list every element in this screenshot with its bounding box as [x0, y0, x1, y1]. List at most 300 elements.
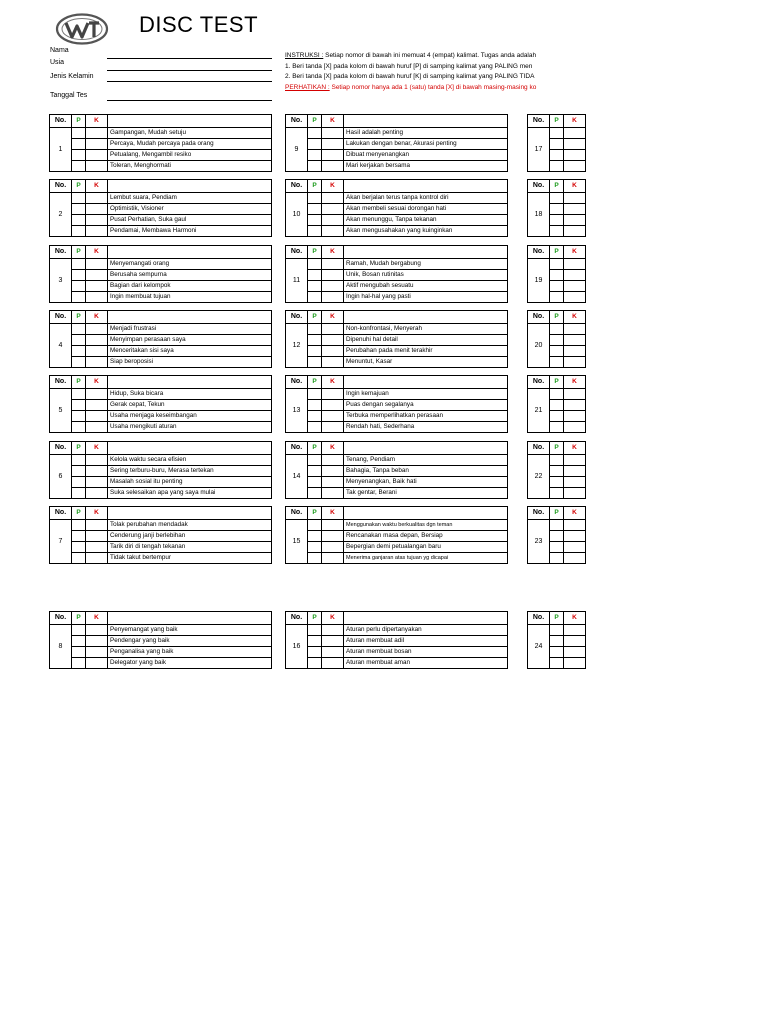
p-header: P — [72, 507, 86, 520]
k-checkbox[interactable] — [564, 128, 586, 139]
k-checkbox[interactable] — [86, 455, 108, 466]
no-header: No. — [50, 507, 72, 520]
statement-text: Pusat Perhatian, Suka gaul — [108, 215, 272, 226]
statement-row — [50, 466, 272, 477]
question-block — [527, 375, 586, 441]
p-checkbox[interactable] — [72, 389, 86, 400]
p-checkbox[interactable] — [72, 400, 86, 411]
statement-row — [286, 422, 508, 433]
statement-text — [586, 477, 587, 488]
k-checkbox[interactable] — [86, 466, 108, 477]
k-checkbox[interactable] — [86, 542, 108, 553]
p-checkbox[interactable] — [72, 128, 86, 139]
p-checkbox[interactable] — [72, 488, 86, 499]
statement-text — [586, 292, 587, 303]
p-checkbox[interactable] — [550, 215, 564, 226]
p-checkbox[interactable] — [308, 466, 322, 477]
k-checkbox[interactable] — [322, 389, 344, 400]
question-block — [527, 611, 586, 677]
k-checkbox[interactable] — [86, 346, 108, 357]
statement-row — [50, 658, 272, 669]
k-checkbox[interactable] — [564, 422, 586, 433]
statement-row — [528, 193, 587, 204]
k-checkbox[interactable] — [564, 658, 586, 669]
k-checkbox[interactable] — [86, 647, 108, 658]
k-checkbox[interactable] — [564, 466, 586, 477]
p-checkbox[interactable] — [550, 542, 564, 553]
k-checkbox[interactable] — [564, 150, 586, 161]
k-checkbox[interactable] — [564, 389, 586, 400]
k-checkbox[interactable] — [86, 636, 108, 647]
p-checkbox[interactable] — [308, 270, 322, 281]
question-number: 16 — [286, 625, 308, 669]
k-checkbox[interactable] — [322, 422, 344, 433]
k-checkbox[interactable] — [564, 625, 586, 636]
p-checkbox[interactable] — [550, 357, 564, 368]
k-checkbox[interactable] — [564, 259, 586, 270]
p-checkbox[interactable] — [550, 625, 564, 636]
statement-text — [586, 128, 587, 139]
p-checkbox[interactable] — [72, 281, 86, 292]
p-checkbox[interactable] — [550, 270, 564, 281]
p-checkbox[interactable] — [72, 466, 86, 477]
p-checkbox[interactable] — [72, 335, 86, 346]
p-header: P — [550, 507, 564, 520]
p-header: P — [308, 311, 322, 324]
p-checkbox[interactable] — [550, 488, 564, 499]
no-header: No. — [528, 115, 550, 128]
k-checkbox[interactable] — [86, 553, 108, 564]
k-checkbox[interactable] — [86, 658, 108, 669]
k-checkbox[interactable] — [564, 204, 586, 215]
p-checkbox[interactable] — [550, 292, 564, 303]
p-checkbox[interactable] — [308, 389, 322, 400]
p-checkbox[interactable] — [308, 215, 322, 226]
p-checkbox[interactable] — [308, 455, 322, 466]
k-checkbox[interactable] — [86, 259, 108, 270]
statement-text: Tolak perubahan mendadak — [108, 520, 272, 531]
statement-text — [586, 647, 587, 658]
p-checkbox[interactable] — [550, 226, 564, 237]
statement-row — [50, 281, 272, 292]
statement-row — [286, 346, 508, 357]
statement-header — [108, 442, 272, 455]
p-checkbox[interactable] — [72, 477, 86, 488]
k-checkbox[interactable] — [86, 204, 108, 215]
p-checkbox[interactable] — [72, 357, 86, 368]
p-checkbox[interactable] — [550, 128, 564, 139]
p-checkbox[interactable] — [308, 193, 322, 204]
statement-text: Aturan membuat bosan — [344, 647, 508, 658]
k-checkbox[interactable] — [86, 389, 108, 400]
statement-row — [286, 542, 508, 553]
p-checkbox[interactable] — [72, 292, 86, 303]
statement-text: Akan mengusahakan yang kuinginkan — [344, 226, 508, 237]
statement-text: Ingin kemajuan — [344, 389, 508, 400]
statement-text — [586, 226, 587, 237]
k-checkbox[interactable] — [564, 357, 586, 368]
tanggal-tes-field[interactable] — [107, 100, 272, 101]
p-checkbox[interactable] — [308, 531, 322, 542]
statement-header — [108, 311, 272, 324]
k-checkbox[interactable] — [564, 455, 586, 466]
no-header: No. — [50, 311, 72, 324]
statement-header — [108, 180, 272, 193]
p-checkbox[interactable] — [550, 553, 564, 564]
k-checkbox[interactable] — [86, 531, 108, 542]
k-header: K — [86, 180, 108, 193]
k-checkbox[interactable] — [322, 335, 344, 346]
question-block — [49, 179, 272, 245]
k-checkbox[interactable] — [86, 324, 108, 335]
statement-row — [50, 389, 272, 400]
p-checkbox[interactable] — [72, 226, 86, 237]
k-checkbox[interactable] — [564, 335, 586, 346]
k-checkbox[interactable] — [322, 139, 344, 150]
p-checkbox[interactable] — [550, 324, 564, 335]
p-header: P — [308, 246, 322, 259]
k-checkbox[interactable] — [322, 520, 344, 531]
usia-field[interactable] — [107, 70, 272, 71]
k-checkbox[interactable] — [564, 477, 586, 488]
p-checkbox[interactable] — [550, 150, 564, 161]
p-checkbox[interactable] — [72, 636, 86, 647]
p-checkbox[interactable] — [72, 193, 86, 204]
k-checkbox[interactable] — [564, 324, 586, 335]
p-checkbox[interactable] — [72, 658, 86, 669]
question-number: 9 — [286, 128, 308, 172]
p-checkbox[interactable] — [308, 357, 322, 368]
k-checkbox[interactable] — [322, 400, 344, 411]
k-checkbox[interactable] — [564, 292, 586, 303]
p-checkbox[interactable] — [550, 477, 564, 488]
k-checkbox[interactable] — [86, 215, 108, 226]
p-checkbox[interactable] — [550, 259, 564, 270]
statement-text: Tarik diri di tengah tekanan — [108, 542, 272, 553]
p-checkbox[interactable] — [72, 520, 86, 531]
p-checkbox[interactable] — [550, 400, 564, 411]
p-checkbox[interactable] — [72, 139, 86, 150]
p-checkbox[interactable] — [550, 658, 564, 669]
k-checkbox[interactable] — [322, 357, 344, 368]
statement-row — [286, 161, 508, 172]
statement-row — [50, 335, 272, 346]
p-checkbox[interactable] — [550, 335, 564, 346]
statement-row — [528, 625, 587, 636]
p-checkbox[interactable] — [308, 226, 322, 237]
p-checkbox[interactable] — [72, 455, 86, 466]
k-checkbox[interactable] — [86, 226, 108, 237]
k-checkbox[interactable] — [322, 466, 344, 477]
k-checkbox[interactable] — [322, 259, 344, 270]
p-checkbox[interactable] — [550, 193, 564, 204]
k-checkbox[interactable] — [86, 520, 108, 531]
p-checkbox[interactable] — [550, 455, 564, 466]
statement-text: Lembut suara, Pendiam — [108, 193, 272, 204]
k-checkbox[interactable] — [322, 292, 344, 303]
statement-text — [586, 455, 587, 466]
statement-row — [286, 658, 508, 669]
p-header: P — [550, 311, 564, 324]
p-checkbox[interactable] — [308, 335, 322, 346]
p-checkbox[interactable] — [72, 531, 86, 542]
k-header: K — [322, 612, 344, 625]
k-checkbox[interactable] — [86, 422, 108, 433]
k-checkbox[interactable] — [564, 520, 586, 531]
p-checkbox[interactable] — [550, 346, 564, 357]
k-checkbox[interactable] — [86, 357, 108, 368]
k-checkbox[interactable] — [322, 625, 344, 636]
k-checkbox[interactable] — [86, 625, 108, 636]
p-checkbox[interactable] — [72, 324, 86, 335]
statement-row — [286, 647, 508, 658]
no-header: No. — [528, 246, 550, 259]
statement-row — [286, 193, 508, 204]
block-header-row — [50, 612, 272, 625]
question-number: 6 — [50, 455, 72, 499]
k-checkbox[interactable] — [86, 411, 108, 422]
k-checkbox[interactable] — [564, 531, 586, 542]
p-checkbox[interactable] — [308, 259, 322, 270]
p-checkbox[interactable] — [72, 161, 86, 172]
question-block — [527, 310, 586, 376]
nama-field[interactable] — [107, 58, 272, 59]
statement-header — [586, 612, 587, 625]
p-checkbox[interactable] — [72, 259, 86, 270]
k-checkbox[interactable] — [86, 193, 108, 204]
k-checkbox[interactable] — [322, 161, 344, 172]
block-header-row — [286, 376, 508, 389]
k-checkbox[interactable] — [564, 553, 586, 564]
k-checkbox[interactable] — [86, 400, 108, 411]
p-checkbox[interactable] — [72, 647, 86, 658]
k-checkbox[interactable] — [322, 226, 344, 237]
p-checkbox[interactable] — [308, 400, 322, 411]
statement-row — [286, 292, 508, 303]
p-checkbox[interactable] — [72, 553, 86, 564]
question-block — [285, 114, 508, 180]
p-checkbox[interactable] — [308, 477, 322, 488]
k-checkbox[interactable] — [322, 488, 344, 499]
k-checkbox[interactable] — [86, 477, 108, 488]
statement-header — [586, 246, 587, 259]
k-checkbox[interactable] — [86, 139, 108, 150]
statement-text — [586, 542, 587, 553]
warning-label: PERHATIKAN : — [285, 83, 330, 91]
p-checkbox[interactable] — [550, 281, 564, 292]
no-header: No. — [50, 442, 72, 455]
k-checkbox[interactable] — [564, 193, 586, 204]
question-block — [49, 114, 272, 180]
no-header: No. — [286, 612, 308, 625]
k-checkbox[interactable] — [322, 150, 344, 161]
p-checkbox[interactable] — [550, 389, 564, 400]
k-checkbox[interactable] — [86, 161, 108, 172]
p-checkbox[interactable] — [308, 139, 322, 150]
k-checkbox[interactable] — [564, 281, 586, 292]
p-checkbox[interactable] — [308, 658, 322, 669]
k-checkbox[interactable] — [564, 346, 586, 357]
k-checkbox[interactable] — [564, 215, 586, 226]
statement-text: Menjadi frustrasi — [108, 324, 272, 335]
p-checkbox[interactable] — [308, 422, 322, 433]
statement-text: Toleran, Menghormati — [108, 161, 272, 172]
k-checkbox[interactable] — [322, 270, 344, 281]
p-checkbox[interactable] — [308, 204, 322, 215]
statement-row — [286, 226, 508, 237]
p-checkbox[interactable] — [72, 150, 86, 161]
statement-text: Hasil adalah penting — [344, 128, 508, 139]
p-checkbox[interactable] — [308, 520, 322, 531]
p-checkbox[interactable] — [550, 520, 564, 531]
p-checkbox[interactable] — [550, 531, 564, 542]
k-header: K — [86, 507, 108, 520]
p-checkbox[interactable] — [308, 625, 322, 636]
k-checkbox[interactable] — [322, 346, 344, 357]
k-header: K — [322, 507, 344, 520]
k-checkbox[interactable] — [86, 335, 108, 346]
k-checkbox[interactable] — [564, 542, 586, 553]
statement-header — [344, 180, 508, 193]
p-checkbox[interactable] — [308, 292, 322, 303]
block-header-row — [528, 246, 587, 259]
k-checkbox[interactable] — [322, 204, 344, 215]
statement-text: Tidak takut bertempur — [108, 553, 272, 564]
k-checkbox[interactable] — [564, 270, 586, 281]
statement-row — [286, 636, 508, 647]
k-checkbox[interactable] — [564, 636, 586, 647]
k-checkbox[interactable] — [322, 455, 344, 466]
p-checkbox[interactable] — [550, 161, 564, 172]
p-checkbox[interactable] — [550, 647, 564, 658]
k-checkbox[interactable] — [86, 270, 108, 281]
k-checkbox[interactable] — [564, 400, 586, 411]
statement-text: Non-konfrontasi, Menyerah — [344, 324, 508, 335]
p-checkbox[interactable] — [72, 625, 86, 636]
k-checkbox[interactable] — [86, 488, 108, 499]
k-checkbox[interactable] — [322, 542, 344, 553]
no-header: No. — [50, 376, 72, 389]
p-checkbox[interactable] — [308, 647, 322, 658]
k-checkbox[interactable] — [564, 161, 586, 172]
k-header: K — [564, 507, 586, 520]
k-checkbox[interactable] — [322, 281, 344, 292]
question-number: 17 — [528, 128, 550, 172]
p-checkbox[interactable] — [308, 542, 322, 553]
p-checkbox[interactable] — [550, 204, 564, 215]
p-checkbox[interactable] — [308, 636, 322, 647]
k-header: K — [86, 376, 108, 389]
form-label: Tanggal Tes — [50, 92, 88, 99]
p-checkbox[interactable] — [72, 215, 86, 226]
k-checkbox[interactable] — [86, 292, 108, 303]
p-header: P — [308, 442, 322, 455]
k-checkbox[interactable] — [322, 658, 344, 669]
k-checkbox[interactable] — [322, 193, 344, 204]
k-checkbox[interactable] — [564, 139, 586, 150]
statement-text: Bahagia, Tanpa beban — [344, 466, 508, 477]
k-checkbox[interactable] — [322, 636, 344, 647]
statement-header — [344, 311, 508, 324]
p-checkbox[interactable] — [550, 636, 564, 647]
k-checkbox[interactable] — [564, 411, 586, 422]
k-checkbox[interactable] — [322, 324, 344, 335]
statement-row — [50, 647, 272, 658]
statement-text — [586, 553, 587, 564]
k-checkbox[interactable] — [322, 647, 344, 658]
p-checkbox[interactable] — [550, 422, 564, 433]
p-checkbox[interactable] — [72, 204, 86, 215]
p-checkbox[interactable] — [72, 422, 86, 433]
p-checkbox[interactable] — [308, 128, 322, 139]
p-checkbox[interactable] — [308, 161, 322, 172]
k-checkbox[interactable] — [322, 215, 344, 226]
statement-row — [528, 520, 587, 531]
p-checkbox[interactable] — [72, 346, 86, 357]
p-header: P — [72, 612, 86, 625]
statement-text: Menyimpan perasaan saya — [108, 335, 272, 346]
p-checkbox[interactable] — [550, 139, 564, 150]
k-checkbox[interactable] — [564, 488, 586, 499]
k-checkbox[interactable] — [564, 226, 586, 237]
k-checkbox[interactable] — [322, 411, 344, 422]
k-checkbox[interactable] — [322, 553, 344, 564]
p-checkbox[interactable] — [72, 411, 86, 422]
statement-row — [286, 411, 508, 422]
statement-text: Kelola waktu secara efisien — [108, 455, 272, 466]
statement-text — [586, 215, 587, 226]
question-block — [285, 611, 508, 677]
p-checkbox[interactable] — [72, 270, 86, 281]
statement-row — [50, 226, 272, 237]
k-checkbox[interactable] — [86, 281, 108, 292]
statement-row — [286, 553, 508, 564]
k-checkbox[interactable] — [322, 128, 344, 139]
k-checkbox[interactable] — [322, 531, 344, 542]
p-checkbox[interactable] — [550, 411, 564, 422]
jenis-kelamin-field[interactable] — [107, 81, 272, 82]
statement-text: Berusaha sempurna — [108, 270, 272, 281]
statement-text — [586, 259, 587, 270]
p-checkbox[interactable] — [308, 150, 322, 161]
statement-text — [586, 411, 587, 422]
k-checkbox[interactable] — [86, 150, 108, 161]
statement-row — [50, 400, 272, 411]
statement-text: Cenderung janji berlebihan — [108, 531, 272, 542]
p-checkbox[interactable] — [308, 411, 322, 422]
p-checkbox[interactable] — [308, 281, 322, 292]
question-number: 11 — [286, 259, 308, 303]
p-checkbox[interactable] — [308, 324, 322, 335]
p-checkbox[interactable] — [550, 466, 564, 477]
statement-header — [344, 612, 508, 625]
statement-row — [528, 259, 587, 270]
block-header-row — [286, 246, 508, 259]
k-checkbox[interactable] — [322, 477, 344, 488]
statement-text — [586, 658, 587, 669]
p-checkbox[interactable] — [72, 542, 86, 553]
k-checkbox[interactable] — [86, 128, 108, 139]
p-checkbox[interactable] — [308, 346, 322, 357]
question-number: 7 — [50, 520, 72, 564]
statement-text: Menerima ganjaran atas tujuan yg dicapai — [344, 553, 508, 564]
k-checkbox[interactable] — [564, 647, 586, 658]
question-block — [49, 441, 272, 507]
statement-text: Akan berjalan terus tanpa kontrol diri — [344, 193, 508, 204]
form-label: Nama — [50, 47, 69, 54]
p-checkbox[interactable] — [308, 553, 322, 564]
p-checkbox[interactable] — [308, 488, 322, 499]
